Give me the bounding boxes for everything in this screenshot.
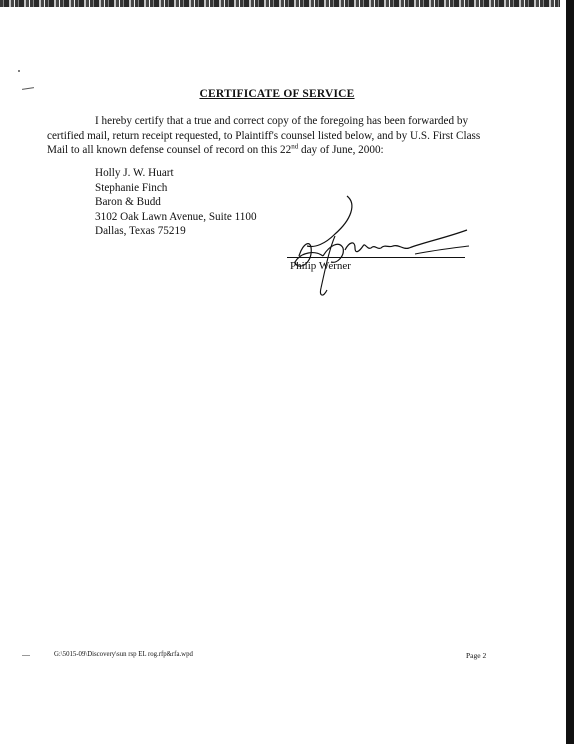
address-line: Baron & Budd [95,196,161,209]
address-line: Stephanie Finch [95,181,168,194]
certificate-title: CERTIFICATE OF SERVICE [199,88,355,100]
scan-speck [18,70,20,72]
date-ordinal-suffix: nd [291,142,299,151]
certification-paragraph [47,114,495,158]
address-line: Holly J. W. Huart [95,167,174,179]
signature-line [287,257,465,258]
handwritten-signature [285,190,485,300]
scan-artifact-top [0,0,560,7]
certification-text: I hereby certify that a true and correct copy of the foregoing has been forwarded by certified mail, return receipt requested, to Plaintiff's counsel listed below, and by U.S. First Class Mail to all known defense counsel of record on this 22 [47,115,481,156]
recipient-address-block [95,166,257,239]
scan-artifact-right [560,0,574,744]
certification-date-text: day of June, 2000: [298,144,384,156]
scan-speck [22,655,30,656]
address-line: 3102 Oak Lawn Avenue, Suite 1100 [95,210,257,223]
address-line: Dallas, Texas 75219 [95,225,186,238]
footer-file-path: G:\5015-09\Discovery\sun rsp EL rog.rfp&rfa.wpd [54,651,193,658]
page-number: Page 2 [466,651,487,660]
signer-name: Philip Werner [290,260,351,272]
